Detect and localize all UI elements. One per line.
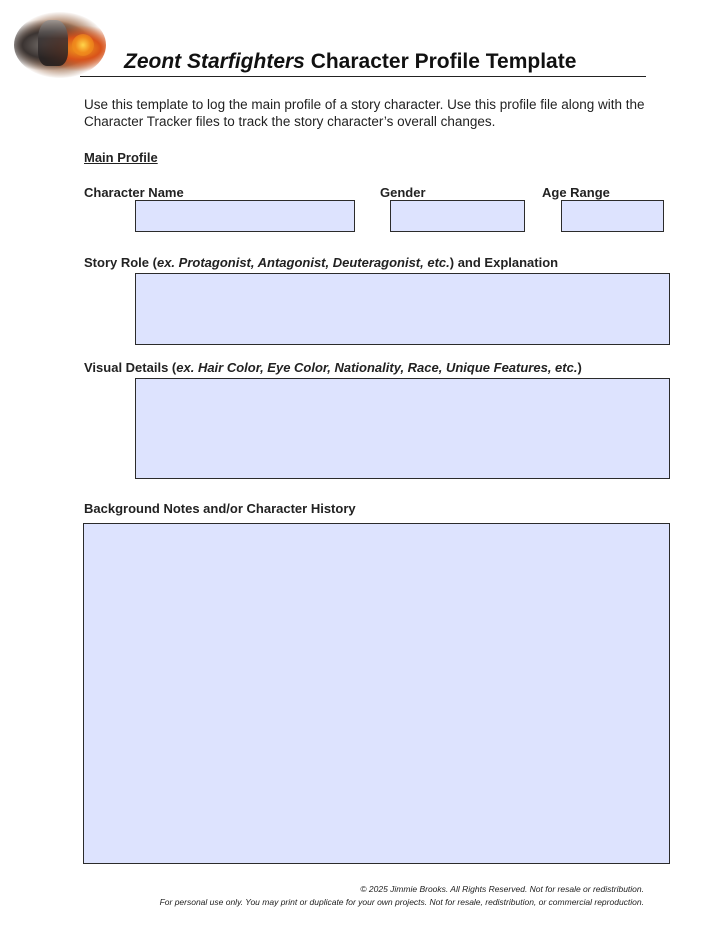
story-role-label-prefix: Story Role ( bbox=[84, 255, 157, 270]
story-role-label bbox=[84, 255, 558, 270]
background-notes-label: Background Notes and/or Character History bbox=[84, 501, 356, 516]
character-name-field[interactable] bbox=[135, 200, 355, 232]
title-divider bbox=[80, 76, 646, 77]
visual-details-label bbox=[84, 360, 582, 375]
footer-usage-notice: For personal use only. You may print or duplicate for your own projects. Not for resale, redistribution, or commercial reproduction. bbox=[159, 897, 644, 907]
age-range-label: Age Range bbox=[542, 185, 610, 200]
gender-label: Gender bbox=[380, 185, 426, 200]
title-italic: Zeont Starfighters bbox=[124, 50, 305, 73]
story-role-label-examples: Protagonist, Antagonist, Deuteragonist, etc. bbox=[175, 255, 450, 270]
visual-details-field[interactable] bbox=[135, 378, 670, 479]
story-role-label-ex: ex. bbox=[156, 255, 176, 270]
visual-details-label-ex: ex. bbox=[176, 360, 195, 375]
intro-text: Use this template to log the main profile of a story character. Use this profile file along with the Character Tracker files to track the story character’s overall changes. bbox=[84, 97, 645, 129]
character-name-label: Character Name bbox=[84, 185, 184, 200]
gender-field[interactable] bbox=[390, 200, 525, 232]
page-title bbox=[124, 50, 576, 74]
starfighter-pilot-logo-icon bbox=[14, 12, 106, 78]
story-role-field[interactable] bbox=[135, 273, 670, 345]
section-heading-main-profile: Main Profile bbox=[84, 150, 158, 165]
background-notes-field[interactable] bbox=[83, 523, 670, 864]
visual-details-label-suffix: ) bbox=[577, 360, 582, 375]
footer-copyright: © 2025 Jimmie Brooks. All Rights Reserved. Not for resale or redistribution. bbox=[360, 884, 644, 894]
visual-details-label-examples: Hair Color, Eye Color, Nationality, Race, Unique Features, etc. bbox=[194, 360, 578, 375]
title-rest: Character Profile Template bbox=[304, 50, 577, 73]
pilot-figure bbox=[38, 20, 68, 66]
story-role-label-suffix: ) and Explanation bbox=[449, 255, 559, 270]
age-range-field[interactable] bbox=[561, 200, 664, 232]
explosion-flare bbox=[72, 34, 94, 56]
visual-details-label-prefix: Visual Details ( bbox=[84, 360, 177, 375]
